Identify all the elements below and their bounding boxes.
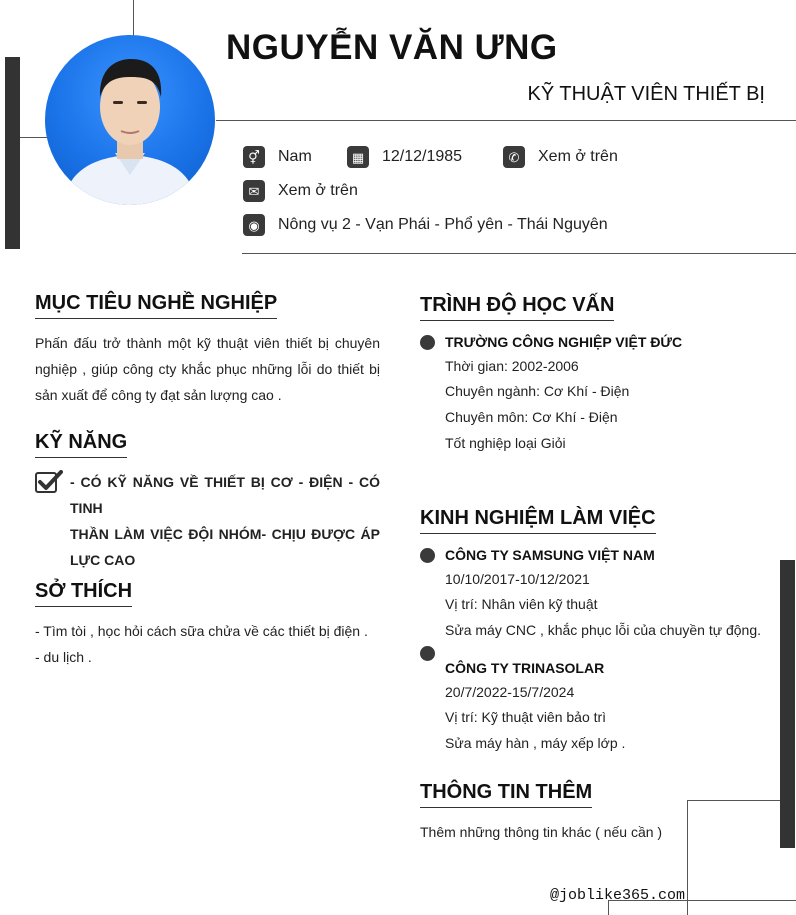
objective-line: sản xuất để công ty đạt sản lượng cao . (35, 387, 282, 403)
job-position: Vị trí: Kỹ thuật viên bảo trì (445, 709, 607, 725)
full-name: NGUYỄN VĂN ƯNG (226, 28, 558, 67)
left-accent-bar (5, 57, 20, 249)
calendar-icon: ▦ (347, 146, 369, 168)
hobbies-text (35, 618, 395, 670)
gender-icon: ⚥ (243, 146, 265, 168)
phone-value: Xem ở trên (538, 148, 618, 165)
job-company: CÔNG TY SAMSUNG VIỆT NAM (445, 547, 655, 563)
info-phone (503, 146, 618, 168)
skills-title: KỸ NĂNG (35, 431, 127, 458)
education-major: Chuyên ngành: Cơ Khí - Điện (445, 383, 630, 399)
extra-text: Thêm những thông tin khác ( nếu cần ) (420, 824, 663, 840)
avatar (45, 35, 215, 205)
job-bullet (420, 548, 435, 563)
skills-text (70, 469, 380, 573)
school-name: TRƯỜNG CÔNG NGHIỆP VIỆT ĐỨC (445, 334, 683, 350)
skill-line: LỰC CAO (70, 552, 136, 568)
info-email (243, 180, 358, 202)
job-position: Vị trí: Nhân viên kỹ thuật (445, 596, 598, 612)
corner-line-top (687, 800, 780, 801)
education-title: TRÌNH ĐỘ HỌC VẤN (420, 294, 614, 321)
location-icon: ◉ (243, 214, 265, 236)
education-bullet (420, 335, 435, 350)
hobby-line: - Tìm tòi , học hỏi cách sữa chửa về các thiết bị điện . (35, 623, 368, 639)
job-period: 10/10/2017-10/12/2021 (445, 571, 590, 587)
objective-text (35, 330, 380, 408)
objective-title: MỤC TIÊU NGHỀ NGHIỆP (35, 292, 277, 319)
birthday-value: 12/12/1985 (382, 148, 463, 165)
checkbox-checked-icon (35, 470, 63, 494)
envelope-icon: ✉ (243, 180, 265, 202)
info-birthday (347, 146, 462, 168)
info-divider (242, 253, 796, 254)
phone-icon: ✆ (503, 146, 525, 168)
skill-line: THẦN LÀM VIỆC ĐỘI NHÓM- CHỊU ĐƯỢC ÁP (70, 526, 380, 542)
email-value: Xem ở trên (278, 182, 358, 199)
header-divider (216, 120, 796, 121)
education-time: Thời gian: 2002-2006 (445, 358, 579, 374)
job-bullet (420, 646, 435, 661)
skill-line: - CÓ KỸ NĂNG VỀ THIẾT BỊ CƠ - ĐIỆN - CÓ TINH (70, 474, 380, 516)
job-description: Sửa máy CNC , khắc phục lỗi của chuyền tự động. (445, 622, 762, 638)
footer-watermark: @joblike365.com (550, 887, 686, 904)
left-horizontal-line (20, 137, 48, 138)
objective-line: nghiệp , giúp công cty khắc phục những lỗi do thiết bị (35, 361, 380, 377)
gender-value: Nam (278, 148, 312, 165)
objective-line: Phấn đấu trở thành một kỹ thuật viên thiết bị chuyên (35, 335, 380, 351)
info-gender (243, 146, 312, 168)
job-company: CÔNG TY TRINASOLAR (445, 660, 605, 676)
address-value: Nông vụ 2 - Vạn Phái - Phổ yên - Thái Nguyên (278, 216, 608, 233)
extra-title: THÔNG TIN THÊM (420, 781, 592, 808)
top-vertical-line (133, 0, 134, 40)
hobbies-title: SỞ THÍCH (35, 580, 132, 607)
hobby-line: - du lịch . (35, 649, 92, 665)
job-period: 20/7/2022-15/7/2024 (445, 684, 575, 700)
info-address (243, 214, 608, 236)
education-grade: Tốt nghiệp loại Giỏi (445, 435, 566, 451)
experience-title: KINH NGHIỆM LÀM VIỆC (420, 507, 656, 534)
job-description: Sửa máy hàn , máy xếp lớp . (445, 735, 626, 751)
education-subject: Chuyên môn: Cơ Khí - Điện (445, 409, 618, 425)
right-accent-bar (780, 560, 795, 848)
job-title: KỸ THUẬT VIÊN THIẾT BỊ (527, 83, 765, 105)
corner-line-left (687, 800, 688, 915)
